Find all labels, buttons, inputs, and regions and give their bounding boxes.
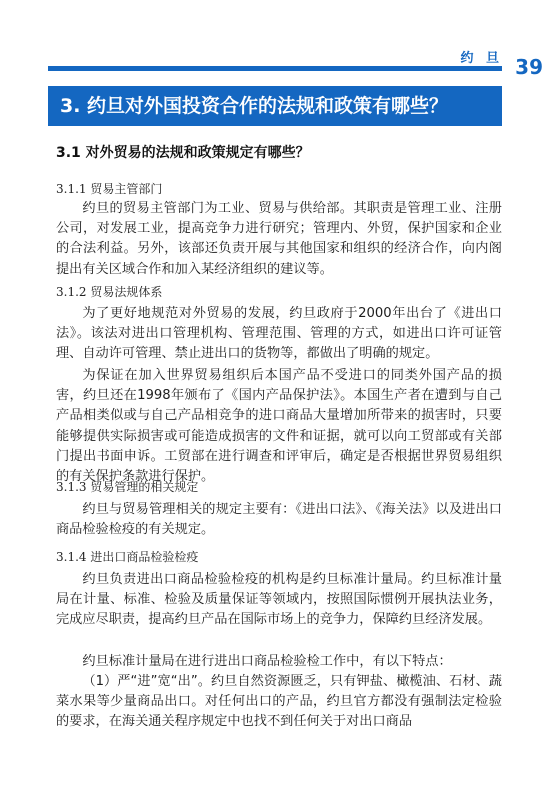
header-rule: [48, 66, 502, 71]
page-number: 39: [515, 55, 543, 79]
paragraph-4-3: （1）严“进”宽“出”。约旦自然资源匮乏，只有钾盐、橄榄油、石材、蔬菜水果等少量商品出口。对任何出口的产品，约旦官方都没有强制法定检验的要求，在海关通关程序规定中也找不到任何关于对出口商品: [56, 674, 502, 730]
paragraph-4-1: 约旦负责进出口商品检验检疫的机构是约旦标准计量局。约旦标准计量局在计量、标准、检验及质量保证等领域内，按照国际惯例开展执法业务，完成应尽职责，提高约旦产品在国际市场上的竞争力，保障约旦经济发展。: [56, 572, 502, 628]
subsection-heading-3: 3.1.3 贸易管理的相关规定: [56, 480, 199, 494]
subsection-heading-1: 3.1.1 贸易主管部门: [56, 182, 163, 196]
paragraph-1-1: 约旦的贸易主管部门为工业、贸易与供给部。其职责是管理工业、注册公司，对发展工业，提高竞争力进行研究；管理内、外贸，保护国家和企业的合法利益。另外，该部还负责开展与其他国家和组织的经济合作，向内阁提出有关区域合作和加入某经济组织的建议等。: [56, 201, 502, 277]
subsection-heading-4: 3.1.4 进出口商品检验检疫: [56, 550, 199, 564]
paragraph-3-1: 约旦与贸易管理相关的规定主要有：《进出口法》、《海关法》以及进出口商品检验检疫的有关规定。: [56, 502, 502, 538]
subsection-heading-2: 3.1.2 贸易法规体系: [56, 285, 163, 299]
paragraph-2-1: 为了更好地规范对外贸易的发展，约旦政府于2000年出台了《进出口法》。该法对进出口管理机构、管理范围、管理的方式，如进出口许可证管理、自动许可管理、禁止进出口的货物等，都做出了明确的规定。: [56, 306, 502, 362]
chapter-title-bar: 3. 约旦对外国投资合作的法规和政策有哪些？: [48, 86, 502, 126]
paragraph-2-2: 为保证在加入世界贸易组织后本国产品不受进口的同类外国产品的损害，约旦还在1998年颁布了《国内产品保护法》。本国生产者在遭到与自己产品相类似或与自己产品相竞争的进口商品大量增加所带来的损害时，只要能够提供实际损害或可能造成损害的文件和证据，就可以向工贸部或有关部门提出书面申诉。工贸部在进行调查和评审后，确定是否根据世界贸易组织的有关保护条款进行保护。: [56, 368, 502, 485]
section-heading: 3.1 对外贸易的法规和政策规定有哪些？: [56, 145, 310, 161]
running-header-label: 约 旦: [460, 51, 503, 66]
paragraph-4-2: 约旦标准计量局在进行进出口商品检验检工作中，有以下特点：: [82, 654, 452, 669]
